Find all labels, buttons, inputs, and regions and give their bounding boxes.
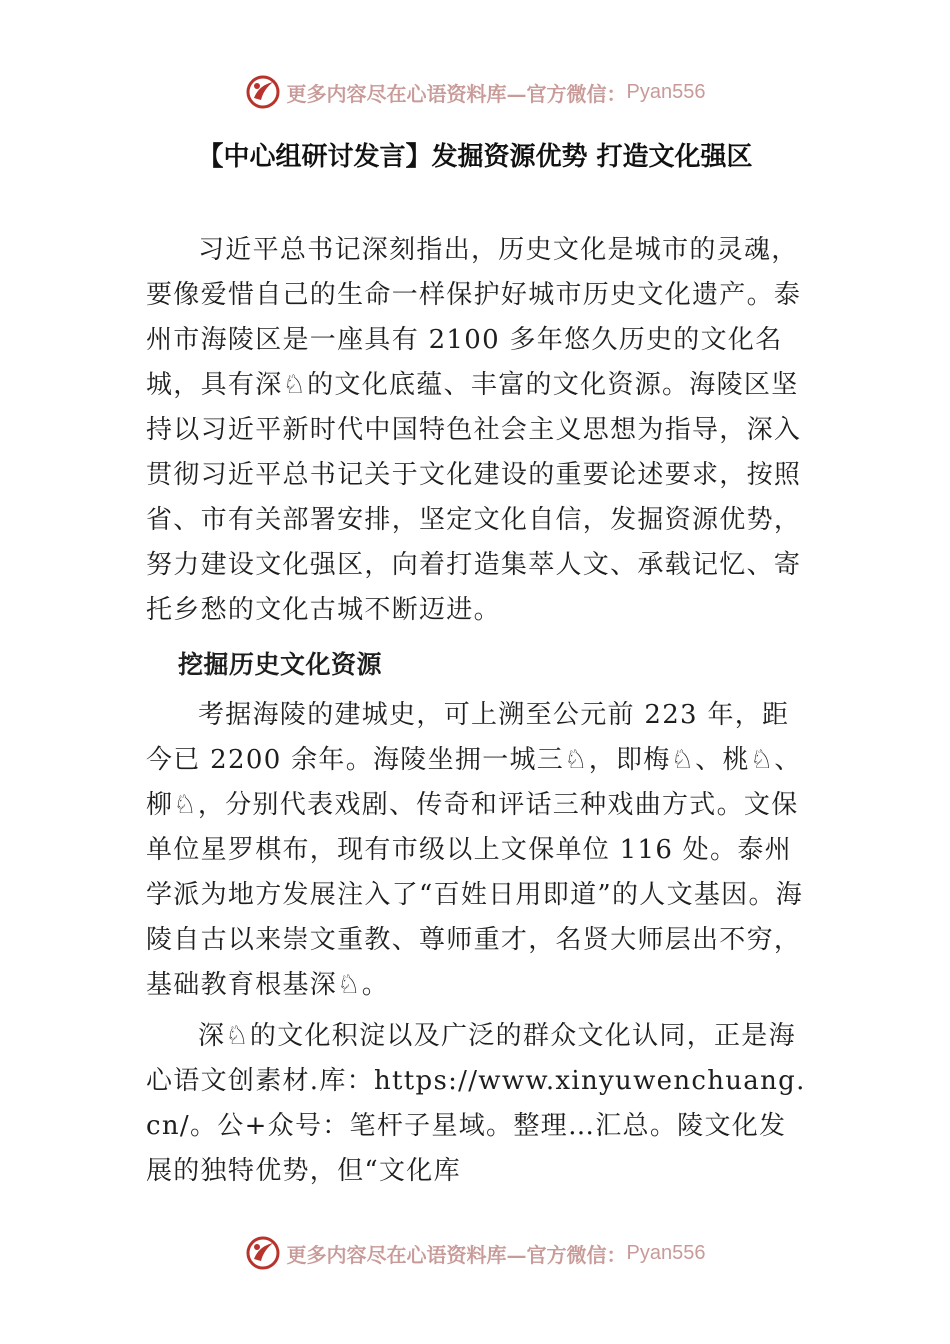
page-title: 【中心组研讨发言】发掘资源优势 打造文化强区: [197, 142, 753, 172]
paragraph: 考据海陵的建城史，可上溯至公元前 223 年，距今已 2200 余年。海陵坐拥一城三♘，即梅♘、桃♘、柳♘，分别代表戏剧、传奇和评话三种戏曲方式。文保单位星罗棋布，现有市级以上文保单位 116 处。泰州学派为地方发展注入了“百姓日用即道”的人文基因。海陵自古以来崇文重教、尊师重才，名贤大师层出不穷，基础教育根基深♘。: [146, 700, 804, 1000]
document-body: [146, 228, 810, 1194]
brand-logo-icon: [245, 1235, 281, 1271]
banner-text: 更多内容尽在心语资料库—官方微信：: [286, 81, 627, 106]
section-heading: 挖掘历史文化资源: [178, 650, 383, 679]
banner-contact: Pyan556: [626, 80, 706, 103]
header-banner: [0, 72, 950, 112]
banner-contact: Pyan556: [626, 1241, 706, 1264]
paragraph: 习近平总书记深刻指出，历史文化是城市的灵魂，要像爱惜自己的生命一样保护好城市历史文化遗产。泰州市海陵区是一座具有 2100 多年悠久历史的文化名城，具有深♘的文化底蕴、丰富的文化资源。海陵区坚持以习近平新时代中国特色社会主义思想为指导，深入贯彻习近平总书记关于文化建设的重要论述要求，按照省、市有关部署安排，坚定文化自信，发掘资源优势，努力建设文化强区，向着打造集萃人文、承载记忆、寄托乡愁的文化古城不断迈进。: [146, 235, 802, 625]
footer-banner: [0, 1233, 950, 1273]
paragraph: 深♘的文化积淀以及广泛的群众文化认同，正是海心语文创素材.库：https://www.xinyuwenchuang.cn/。公+众号：笔杆子星域。整理…汇总。陵文化发展的独特优势，但“文化库: [146, 1021, 806, 1186]
brand-logo-icon: [245, 74, 281, 110]
banner-text: 更多内容尽在心语资料库—官方微信：: [286, 1242, 627, 1267]
